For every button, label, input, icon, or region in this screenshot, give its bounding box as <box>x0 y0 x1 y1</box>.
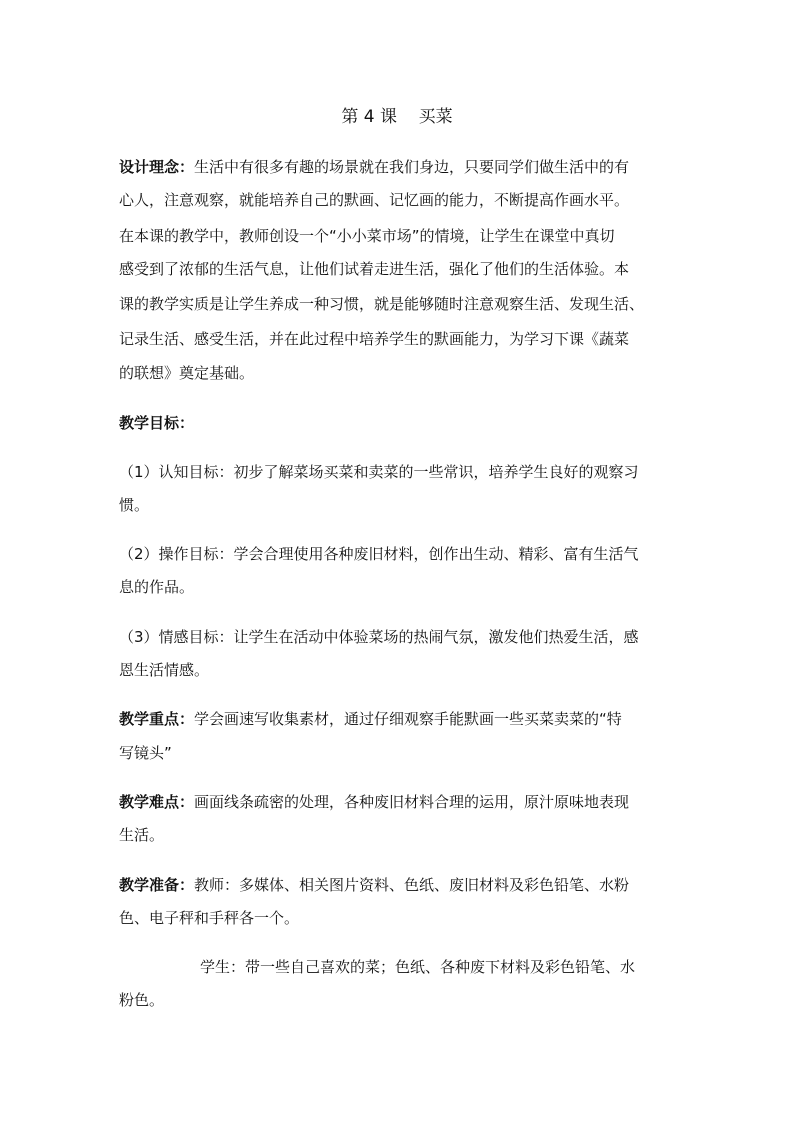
preparation-label: 教学准备： <box>119 876 195 894</box>
difficulty-label: 教学难点： <box>119 793 195 811</box>
goal-2-line-2: 息的作品。 <box>119 578 195 596</box>
design-concept-line-1 <box>119 155 629 179</box>
design-concept-line-5: 课的教学实质是让学生养成一种习惯，就是能够随时注意观察生活、发现生活、 <box>119 295 645 313</box>
goal-1-line-1: （1）认知目标：初步了解菜场买菜和卖菜的一些常识，培养学生良好的观察习 <box>119 463 639 481</box>
lesson-title: 第 4 课 买菜 <box>341 107 453 127</box>
design-concept-line-3: 在本课的教学中，教师创设一个“小小菜市场”的情境，让学生在课堂中真切 <box>119 227 615 245</box>
preparation-line-1 <box>119 873 629 897</box>
goal-2-line-1: （2）操作目标：学会合理使用各种废旧材料，创作出生动、精彩、富有生活气 <box>119 545 639 563</box>
goal-3-line-2: 恩生活情感。 <box>119 661 210 679</box>
design-concept-line-2: 心人，注意观察，就能培养自己的默画、记忆画的能力，不断提高作画水平。 <box>119 191 630 209</box>
difficulty-line-1 <box>119 790 629 814</box>
design-concept-label: 设计理念： <box>119 158 195 176</box>
design-concept-line-4: 感受到了浓郁的生活气息，让他们试着走进生活，强化了他们的生活体验。本 <box>119 260 630 278</box>
key-point-text: 学会画速写收集素材，通过仔细观察手能默画一些买菜卖菜的“特 <box>194 710 622 728</box>
preparation-student-line-1: 学生：带一些自己喜欢的菜；色纸、各种废下材料及彩色铅笔、水 <box>200 958 636 976</box>
goal-3-line-1: （3）情感目标：让学生在活动中体验菜场的热闹气氛，激发他们热爱生活，感 <box>119 628 639 646</box>
goal-1-line-2: 惯。 <box>119 496 150 514</box>
design-concept-text: 生活中有很多有趣的场景就在我们身边，只要同学们做生活中的有 <box>194 158 630 176</box>
difficulty-line-2: 生活。 <box>119 826 165 844</box>
key-point-line-2: 写镜头” <box>119 744 172 762</box>
preparation-student-line-2: 粉色。 <box>119 991 165 1009</box>
difficulty-text: 画面线条疏密的处理，各种废旧材料合理的运用，原汁原味地表现 <box>194 793 630 811</box>
preparation-teacher-text: 教师：多媒体、相关图片资料、色纸、废旧材料及彩色铅笔、水粉 <box>194 876 630 894</box>
preparation-line-2: 色、电子秤和手秤各一个。 <box>119 909 300 927</box>
key-point-line-1 <box>119 707 622 731</box>
design-concept-line-7: 的联想》奠定基础。 <box>119 364 255 382</box>
teaching-goals-heading: 教学目标： <box>119 414 195 432</box>
design-concept-line-6: 记录生活、感受生活，并在此过程中培养学生的默画能力，为学习下课《蔬菜 <box>119 330 630 348</box>
key-point-label: 教学重点： <box>119 710 195 728</box>
